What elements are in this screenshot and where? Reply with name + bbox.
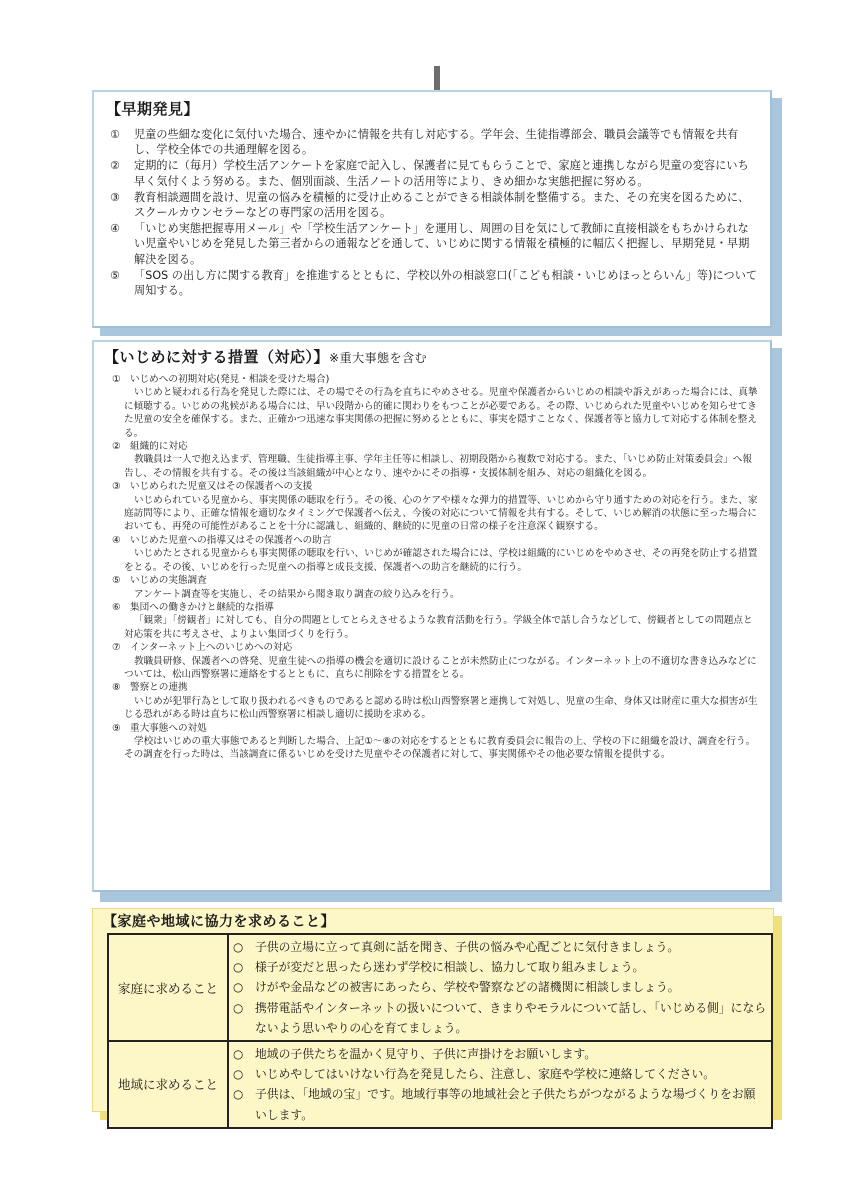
item-number: ① bbox=[110, 128, 121, 141]
item-number: ⑧ bbox=[112, 682, 121, 694]
item-number: ② bbox=[110, 159, 121, 173]
request-item bbox=[233, 937, 767, 957]
measure-item bbox=[104, 534, 760, 574]
measure-body: いじめられている児童から、事実関係の聴取を行う。その後、心のケアや様々な弾力的措置等、いじめから守り通すための対応を行う。また、家庭訪問等により、正確な情報を適切なタイミングで保護者へ伝え、今後の対応について情報を共有する。そして、いじめ解消の状態に至った場合においても、再発の可能性があることを十分に認識し、組織的、継続的に児童の日常の様子を注意深く観察する。 bbox=[124, 494, 758, 533]
circle-mark: ○ bbox=[233, 1047, 244, 1062]
early-item bbox=[106, 127, 758, 157]
measures-box bbox=[92, 340, 772, 892]
row-items bbox=[228, 1041, 772, 1128]
row-label: 家庭に求めること bbox=[108, 934, 228, 1041]
early-item bbox=[106, 268, 758, 298]
measure-body: 教職員は一人で抱え込まず、管理職、生徒指導主事、学年主任等に相談し、初期段階から複数で対応する。また、「いじめ防止対策委員会」へ報告し、その情報を共有する。その後は当該組織が中心となり、速やかにその指導・支援体制を組み、対応の組織化を図る。 bbox=[124, 454, 753, 479]
cooperation-panel bbox=[92, 908, 782, 1120]
measure-item bbox=[104, 480, 760, 534]
request-item bbox=[233, 1044, 767, 1064]
measure-heading-text: 集団への働きかけと継続的な指導 bbox=[130, 601, 274, 613]
item-number: ① bbox=[112, 374, 121, 385]
cooperation-title: 【家庭や地域に協力を求めること】 bbox=[103, 914, 335, 930]
measure-item bbox=[104, 681, 760, 721]
item-number: ② bbox=[112, 441, 121, 453]
early-item bbox=[106, 221, 758, 267]
item-text: 教育相談週間を設け、児童の悩みを積極的に受け止めることができる相談体制を整備する。また、その充実を図るために、スクールカウンセラーなどの専門家の活用を図る。 bbox=[134, 190, 750, 220]
measure-heading-text: 重大事態への対処 bbox=[130, 722, 207, 734]
measure-item bbox=[104, 574, 760, 601]
measure-heading-text: いじめられた児童又はその保護者への支援 bbox=[130, 481, 313, 493]
cooperation-box bbox=[92, 908, 774, 1122]
circle-mark: ○ bbox=[233, 960, 244, 975]
measure-heading-text: 組織的に対応 bbox=[130, 441, 188, 453]
request-text: 様子が変だと思ったら迷わず学校に相談し、協力して取り組みましょう。 bbox=[255, 960, 645, 975]
measure-item bbox=[104, 641, 760, 681]
circle-mark: ○ bbox=[233, 1067, 244, 1082]
request-item bbox=[233, 1064, 767, 1084]
measure-item bbox=[104, 373, 760, 440]
item-number: ⑤ bbox=[110, 268, 121, 282]
measure-heading-text: いじめの実態調査 bbox=[130, 575, 207, 587]
circle-mark: ○ bbox=[233, 980, 244, 995]
measures-title-text: 【いじめに対する措置（対応）】 bbox=[104, 348, 330, 366]
early-item bbox=[106, 190, 758, 220]
early-item bbox=[106, 158, 758, 188]
request-text: けがや金品などの被害にあったら、学校や警察などの諸機関に相談しましょう。 bbox=[255, 980, 680, 995]
measure-body: いじめと疑われる行為を発見した際には、その場でその行為を直ちにやめさせる。児童や保護者からいじめの相談や訴えがあった場合には、真摯に傾聴する。いじめの兆候がある場合には、早い段階から的確に関わりをもつことが必要である。その際、いじめられた児童やいじめを知らせてきた児童の安全を確保する。また、正確かつ迅速な事実関係の把握に努めるとともに、事実を隠すことなく、保護者等と協力して対応する体制を整える。 bbox=[124, 387, 758, 439]
item-number: ⑤ bbox=[112, 575, 121, 587]
table-row bbox=[108, 1041, 772, 1128]
item-number: ④ bbox=[110, 222, 121, 236]
item-text: 児童の些細な変化に気付いた場合、速やかに情報を共有し対応する。学年会、生徒指導部会、職員会議等でも情報を共有し、学校全体での共通理解を図る。 bbox=[134, 128, 739, 157]
item-number: ⑨ bbox=[112, 722, 121, 734]
measure-body: 「観衆」「傍観者」に対しても、自分の問題としてとらえさせるような教育活動を行う。学級全体で話し合うなどして、傍観者としての問題点と対応策を共に考えさせ、よりよい集団づくりを行う。 bbox=[124, 615, 753, 640]
measure-body: アンケート調査等を実施し、その結果から聞き取り調査の絞り込みを行う。 bbox=[134, 588, 460, 600]
early-detection-list bbox=[106, 127, 758, 298]
request-text: 地域の子供たちを温かく見守り、子供に声掛けをお願いします。 bbox=[255, 1047, 597, 1062]
request-item bbox=[233, 1084, 767, 1124]
measures-panel bbox=[92, 340, 782, 902]
item-text: 定期的に（毎月）学校生活アンケートを家庭で記入し、保護者に見てもらうことで、家庭と連携しながら児童の変容にいち早く気付くよう努める。また、個別面談、生活ノートの活用等により、きめ細かな実態把握に努める。 bbox=[134, 159, 749, 188]
measure-body: いじめが犯罪行為として取り扱われるべきものであると認める時は松山西警察署と連携して対処し、児童の生命、身体又は財産に重大な損害が生じる恐れがある時は直ちに松山西警察署に相談し適切に援助を求める。 bbox=[124, 695, 758, 721]
measure-item bbox=[104, 440, 760, 480]
measure-heading bbox=[104, 681, 760, 694]
measures-list bbox=[104, 373, 760, 762]
measure-heading bbox=[104, 574, 760, 587]
circle-mark: ○ bbox=[233, 940, 244, 954]
request-text: 子供は、「地域の宝」です。地域行事等の地域社会と子供たちがつながるような場づくりをお願いします。 bbox=[255, 1087, 756, 1122]
connector-bar bbox=[434, 66, 440, 90]
row-label: 地域に求めること bbox=[108, 1041, 228, 1128]
measure-heading bbox=[104, 440, 760, 453]
measure-heading bbox=[104, 534, 760, 547]
measure-item bbox=[104, 722, 760, 762]
row-items bbox=[228, 934, 772, 1041]
measure-heading-text: 警察との連携 bbox=[130, 682, 188, 694]
measure-body: いじめたとされる児童からも事実関係の聴取を行い、いじめが確認された場合には、学校は組織的にいじめをやめさせ、その再発を防止する措置をとる。その後、いじめを行った児童への指導と成長支援、保護者への助言を継続的に行う。 bbox=[124, 548, 758, 573]
measure-heading bbox=[104, 601, 760, 614]
measures-title-note: ※重大事態を含む bbox=[329, 351, 428, 365]
item-number: ⑦ bbox=[112, 642, 121, 654]
cooperation-table bbox=[107, 933, 773, 1129]
measure-body: 教職員研修、保護者への啓発、児童生徒への指導の機会を適切に設けることが未然防止につながる。インターネット上の不適切な書き込みなどについては、松山西警察署に連絡をするとともに、直ちに削除をする措置をとる。 bbox=[124, 655, 757, 680]
item-number: ③ bbox=[112, 481, 121, 493]
request-text: いじめやしてはいけない行為を発見したら、注意し、家庭や学校に連絡してください。 bbox=[255, 1067, 716, 1082]
early-detection-title: 【早期発見】 bbox=[106, 100, 200, 118]
item-number: ⑥ bbox=[112, 601, 121, 613]
measure-heading-text: いじめへの初期対応(発見・相談を受けた場合) bbox=[130, 374, 330, 385]
item-text: 「いじめ実態把握専用メール」や「学校生活アンケート」を運用し、周囲の目を気にして教師に直接相談をもちかけられない児童やいじめを発見した第三者からの通報などを通して、いじめに関する情報を積極的に幅広く把握し、早期発見・早期解決を図る。 bbox=[134, 222, 750, 266]
early-detection-box bbox=[92, 90, 772, 328]
request-item bbox=[233, 998, 767, 1038]
measure-item bbox=[104, 601, 760, 641]
circle-mark: ○ bbox=[233, 1000, 244, 1015]
item-number: ④ bbox=[112, 534, 121, 546]
table-row bbox=[108, 934, 772, 1041]
measure-heading bbox=[104, 373, 760, 386]
measure-heading bbox=[104, 722, 760, 735]
item-text: 「SOS の出し方に関する教育」を推進するとともに、学校以外の相談窓口(「こども相談・いじめほっとらいん」等)について周知する。 bbox=[134, 268, 758, 298]
measure-body: 学校はいじめの重大事態であると判断した場合、上記①～⑧の対応をするとともに教育委員会に報告の上、学校の下に組織を設け、調査を行う。その調査を行った時は、当該調査に係るいじめを受けた児童やその保護者に対して、事実関係やその他必要な情報を提供する。 bbox=[124, 735, 756, 761]
measure-heading bbox=[104, 480, 760, 493]
circle-mark: ○ bbox=[233, 1087, 244, 1102]
request-item bbox=[233, 977, 767, 997]
item-number: ③ bbox=[110, 190, 121, 204]
measures-title bbox=[104, 346, 760, 367]
request-text: 携帯電話やインターネットの扱いについて、きまりやモラルについて話し、「いじめる側」にならないよう思いやりの心を育てましょう。 bbox=[255, 1000, 767, 1035]
measure-heading bbox=[104, 641, 760, 654]
measure-heading-text: いじめた児童への指導又はその保護者への助言 bbox=[130, 534, 332, 546]
measure-heading-text: インターネット上へのいじめへの対応 bbox=[130, 642, 293, 654]
early-detection-panel bbox=[92, 90, 782, 336]
request-text: 子供の立場に立って真剣に話を聞き、子供の悩みや心配ごとに気付きましょう。 bbox=[255, 940, 680, 954]
request-item bbox=[233, 957, 767, 977]
